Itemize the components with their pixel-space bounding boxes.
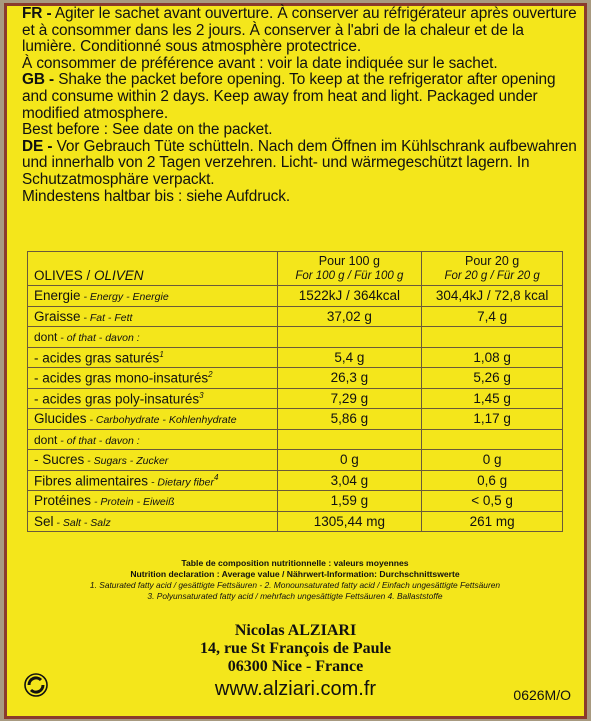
table-row [28, 286, 563, 307]
nutrient-label-translation: - of that - davon : [57, 332, 140, 345]
table-row [28, 409, 563, 430]
company-name: Nicolas ALZIARI [234, 622, 357, 639]
table-row [28, 429, 563, 450]
nutrient-label-translation: - Dietary fiber [148, 476, 214, 488]
value-per-100g: 0 g [277, 450, 422, 471]
value-per-100g: 37,02 g [277, 306, 422, 327]
value-per-100g: 5,86 g [277, 409, 422, 430]
product-name-alt: OLIVEN [94, 268, 144, 283]
nutrient-label: Sel [34, 513, 54, 529]
nutrient-label-cell [28, 409, 278, 430]
nutrient-label-cell [28, 327, 278, 348]
nutrient-label-cell [28, 470, 278, 491]
nutrient-label: dont [34, 330, 58, 345]
nutrient-label: - acides gras mono-insaturés [34, 370, 209, 386]
value-per-20g: 1,17 g [422, 409, 563, 430]
value-per-20g: 1,08 g [422, 347, 563, 368]
nutrient-label-cell [28, 347, 278, 368]
nutrient-label-translation: - Salt - Salz [53, 516, 111, 529]
value-per-20g: 0,6 g [422, 470, 563, 491]
de-tag: DE - [22, 137, 53, 155]
value-per-100g: 26,3 g [277, 368, 422, 389]
fr-best-before: À consommer de préférence avant : voir la date indiquée sur le sachet. [22, 54, 498, 72]
table-row [28, 368, 563, 389]
nutrition-table [27, 251, 563, 532]
product-name-cell [28, 252, 278, 286]
value-per-100g [277, 327, 422, 348]
note-line-3: 1. Saturated fatty acid / gesättigte Fettsäuren - 2. Monounsaturated fatty acid / Einfach ungesättigte Fettsäuren [89, 580, 501, 590]
nutrient-label-translation: - Sugars - Zucker [84, 455, 169, 468]
table-row [28, 327, 563, 348]
nutrient-label: Protéines [34, 493, 92, 509]
value-per-20g: 5,26 g [422, 368, 563, 389]
table-row [28, 450, 563, 471]
de-paragraph [22, 139, 577, 189]
value-per-20g: 261 mg [422, 511, 563, 532]
nutrient-label-translation: - Energy - Energie [80, 291, 169, 304]
nutrient-label-cell [28, 286, 278, 307]
footnote-marker: 1 [159, 349, 164, 359]
de-best-before: Mindestens haltbar bis : siehe Aufdruck. [22, 187, 291, 205]
value-per-20g: 304,4kJ / 72,8 kcal [422, 286, 563, 307]
note-line-1: Table de composition nutritionnelle : valeurs moyennes [181, 558, 409, 568]
nutrient-label: Energie [34, 288, 81, 304]
col-100g-header [277, 252, 422, 286]
storage-instructions [22, 6, 577, 205]
gb-text: Shake the packet before opening. To keep at the refrigerator after opening and consume within 2 days. Keep away from heat and light. Packaged under modified atmosphere. [22, 71, 556, 122]
col-20g-title: Pour 20 g [464, 253, 520, 268]
nutrient-label-cell [28, 511, 278, 532]
value-per-100g: 3,04 g [277, 470, 422, 491]
table-header-row [28, 252, 563, 286]
value-per-20g: 0 g [422, 450, 563, 471]
fr-text: Agiter le sachet avant ouverture. À conserver au réfrigérateur après ouverture et à consommer dans les 2 jours. À conserver à l'abri de la chaleur et de la lumière. Conditionné sous atmosphère protectrice. [22, 5, 577, 56]
product-name: OLIVES / [34, 268, 95, 283]
fr-tag: FR - [22, 5, 52, 22]
value-per-100g: 1522kJ / 364kcal [277, 286, 422, 307]
value-per-20g [422, 327, 563, 348]
col-100g-title: Pour 100 g [318, 253, 380, 268]
value-per-20g [422, 429, 563, 450]
nutrient-label: Fibres alimentaires [34, 473, 149, 488]
nutrient-label: Glucides [34, 411, 87, 427]
footnote-marker: 2 [208, 370, 213, 379]
value-per-20g: < 0,5 g [422, 491, 563, 512]
nutrient-label-cell [28, 450, 278, 471]
nutrient-label-cell [28, 491, 278, 512]
footnote-marker: 4 [213, 472, 219, 482]
company-street: 14, rue St François de Paule [199, 640, 392, 657]
col-100g-subtitle: For 100 g / Für 100 g [295, 269, 404, 282]
nutrient-label: - acides gras poly-insaturés [34, 391, 200, 406]
nutrient-label-cell [28, 368, 278, 389]
gb-best-before: Best before : See date on the packet. [22, 121, 273, 139]
nutrient-label: - acides gras saturés [34, 350, 160, 365]
value-per-20g: 7,4 g [422, 306, 563, 327]
nutrient-label-translation: - Fat - Fett [80, 311, 133, 324]
value-per-100g [277, 429, 422, 450]
nutrient-label-translation: - Protein - Eiweiß [91, 496, 175, 509]
table-row [28, 491, 563, 512]
nutrient-label-cell [28, 429, 278, 450]
nutrient-label: dont [34, 432, 58, 447]
company-city: 06300 Nice - France [227, 658, 364, 675]
note-line-4: 3. Polyunsaturated fatty acid / mehrfach ungesättigte Fettsäuren 4. Ballaststoffe [147, 591, 443, 601]
value-per-100g: 5,4 g [277, 347, 422, 368]
table-row [28, 470, 563, 491]
nutrient-label-cell [28, 388, 278, 409]
product-code: 0626M/O [513, 687, 571, 703]
table-notes [27, 558, 563, 602]
fr-paragraph [22, 6, 577, 56]
nutrient-label-translation: - Carbohydrate - Kohlenhydrate [86, 414, 237, 427]
value-per-100g: 1305,44 mg [277, 511, 422, 532]
value-per-100g: 1,59 g [277, 491, 422, 512]
nutrient-label-cell [28, 306, 278, 327]
website-link[interactable]: www.alziari.com.fr [214, 678, 377, 700]
value-per-20g: 1,45 g [422, 388, 563, 409]
table-row [28, 306, 563, 327]
col-20g-header [422, 252, 563, 286]
table-row [28, 388, 563, 409]
nutrient-label: - Sucres [34, 452, 85, 468]
de-text: Vor Gebrauch Tüte schütteln. Nach dem Öffnen im Kühlschrank aufbewahren und innerhalb von 2 Tagen verzehren. Licht- und wärmegeschützt lagern. In Schutzatmosphäre verpackt. [22, 137, 577, 188]
note-line-2: Nutrition declaration : Average value / Nährwert-Information: Durchschnittswerte [130, 569, 460, 579]
value-per-100g: 7,29 g [277, 388, 422, 409]
table-row [28, 347, 563, 368]
col-20g-subtitle: For 20 g / Für 20 g [444, 269, 540, 282]
nutrient-label-translation: - of that - davon : [57, 434, 140, 447]
gb-paragraph [22, 72, 577, 122]
table-row [28, 511, 563, 532]
footnote-marker: 3 [199, 390, 204, 400]
gb-tag: GB - [22, 71, 55, 89]
nutrient-label: Graisse [34, 308, 81, 324]
